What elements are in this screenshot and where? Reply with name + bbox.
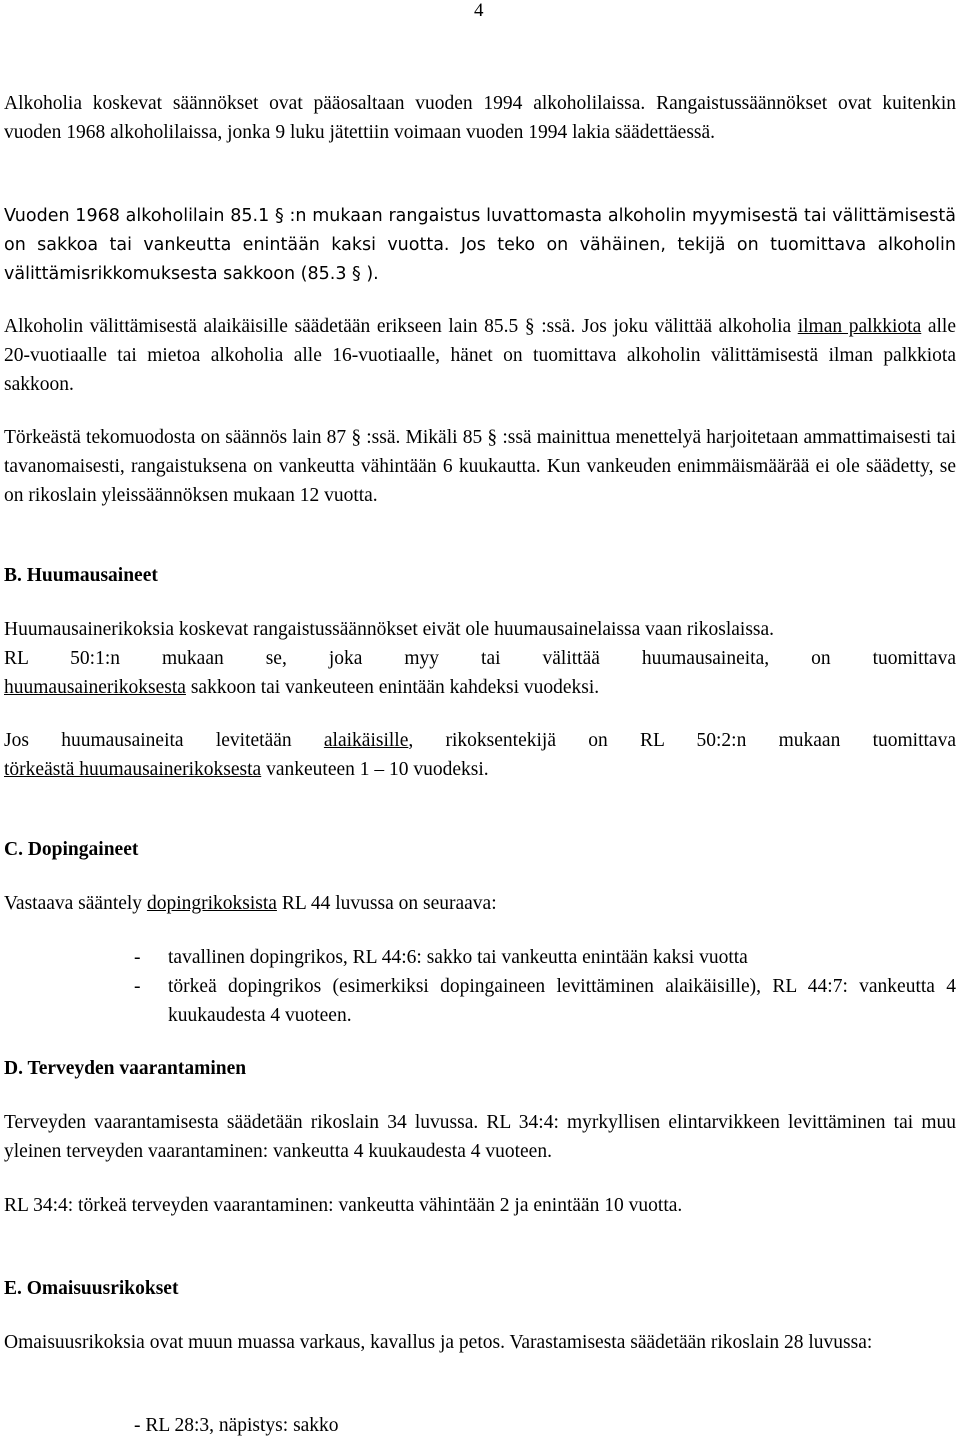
section-heading-doping: C. Dopingaineet xyxy=(4,839,139,860)
narcotics-paragraph-1 xyxy=(4,615,956,702)
narcotics-paragraph-2-line-1 xyxy=(4,726,956,755)
property-list-item: - RL 28:3, näpistys: sakko xyxy=(134,1415,339,1436)
narcotics-paragraph-1-line-3 xyxy=(4,673,956,702)
doping-list-item-text: tavallinen dopingrikos, RL 44:6: sakko tai vankeutta enintään kaksi vuotta xyxy=(168,947,748,968)
alcohol-paragraph-3-start: Alkoholin välittämisestä alaikäisille säädetään erikseen lain 85.5 § :ssä. Jos joku välittää alkoholia xyxy=(4,316,798,337)
section-heading-narcotics: B. Huumausaineet xyxy=(4,565,158,586)
page-number: 4 xyxy=(474,0,484,21)
narcotics-paragraph-1-line-3-end: sakkoon tai vankeuteen enintään kahdeksi vuodeksi. xyxy=(185,677,600,698)
narcotics-paragraph-2 xyxy=(4,726,956,784)
doping-list-item xyxy=(0,972,960,1030)
doping-intro-start: Vastaava sääntely xyxy=(4,893,147,914)
narcotics-paragraph-2-end: vankeuteen 1 – 10 vuodeksi. xyxy=(261,759,489,780)
section-heading-property: E. Omaisuusrikokset xyxy=(4,1278,179,1299)
narcotics-paragraph-1-line-2: RL 50:1:n mukaan se, joka myy tai välittää huumausaineita, on tuomittava xyxy=(4,648,956,669)
alcohol-underlined-phrase: ilman palkkiota xyxy=(797,316,922,337)
doping-list-item xyxy=(0,943,960,972)
alcohol-paragraph-1: Alkoholia koskevat säännökset ovat pääosaltaan vuoden 1994 alkoholilaissa. Rangaistussäännökset ovat kuitenkin vuoden 1968 alkoholilaissa, jonka 9 luku jätettiin voimaan vuoden 1994 lakia säädettäessä. xyxy=(4,93,956,143)
narcotics-underlined-minors: alaikäisille xyxy=(323,730,409,751)
list-dash: - xyxy=(134,976,141,997)
doping-list-item-text: törkeä dopingrikos (esimerkiksi dopingaineen levittäminen alaikäisille), RL 44:7: vankeutta 4 kuukaudesta 4 vuoteen. xyxy=(168,976,956,1026)
alcohol-paragraph-4: Törkeästä tekomuodosta on säännös lain 87 § :ssä. Mikäli 85 § :ssä mainittua menettelyä harjoitetaan ammattimaisesti tai tavanomaisesti, rangaistuksena on vankeutta vähintään 6 kuukautta. Kun vankeuden enimmäismäärää ei ole säädetty, se on rikoslain yleissäännöksen mukaan 12 vuotta. xyxy=(4,427,956,506)
property-paragraph-1: Omaisuusrikoksia ovat muun muassa varkaus, kavallus ja petos. Varastamisesta säädetään rikoslain 28 luvussa: xyxy=(4,1332,873,1353)
doping-list xyxy=(0,943,960,1030)
section-heading-health: D. Terveyden vaarantaminen xyxy=(4,1058,247,1079)
doping-underlined-term: dopingrikoksista xyxy=(146,893,277,914)
narcotics-paragraph-1-line-1: Huumausainerikoksia koskevat rangaistussäännökset eivät ole huumausainelaissa vaan rikoslaissa. xyxy=(4,619,775,640)
alcohol-paragraph-3 xyxy=(4,312,956,399)
health-paragraph-2: RL 34:4: törkeä terveyden vaarantaminen: vankeutta vähintään 2 ja enintään 10 vuotta. xyxy=(4,1195,683,1216)
list-dash: - xyxy=(134,947,141,968)
alcohol-paragraph-2: Vuoden 1968 alkoholilain 85.1 § :n mukaan rangaistus luvattomasta alkoholin myymisestä tai välittämisestä on sakkoa tai vankeutta enintään kaksi vuotta. Jos teko on vähäinen, tekijä on tuomittava alkoholin välittämisrikkomuksesta sakkoon (85.3 § ). xyxy=(4,206,956,284)
narcotics-paragraph-2-line-2 xyxy=(4,755,956,784)
narcotics-underlined-aggravated: törkeästä huumausainerikoksesta xyxy=(4,759,262,780)
narcotics-paragraph-2-start: Jos huumausaineita levitetään xyxy=(4,730,324,751)
doping-intro-end: RL 44 luvussa on seuraava: xyxy=(276,893,497,914)
health-paragraph-1: Terveyden vaarantamisesta säädetään rikoslain 34 luvussa. RL 34:4: myrkyllisen elintarvikkeen levittäminen tai muu yleinen terveyden vaarantaminen: vankeutta 4 kuukaudesta 4 vuoteen. xyxy=(4,1112,956,1162)
doping-intro xyxy=(4,889,956,918)
narcotics-paragraph-2-mid: , rikoksentekijä on RL 50:2:n mukaan tuomittava xyxy=(408,730,956,751)
alcohol-paragraph-3-end: alle 20-vuotiaalle tai mietoa alkoholia alle 16-vuotiaalle, hänet on tuomittava alkoholin välittämisestä ilman palkkiota sakkoon. xyxy=(4,316,956,395)
narcotics-underlined-term: huumausainerikoksesta xyxy=(4,677,186,698)
